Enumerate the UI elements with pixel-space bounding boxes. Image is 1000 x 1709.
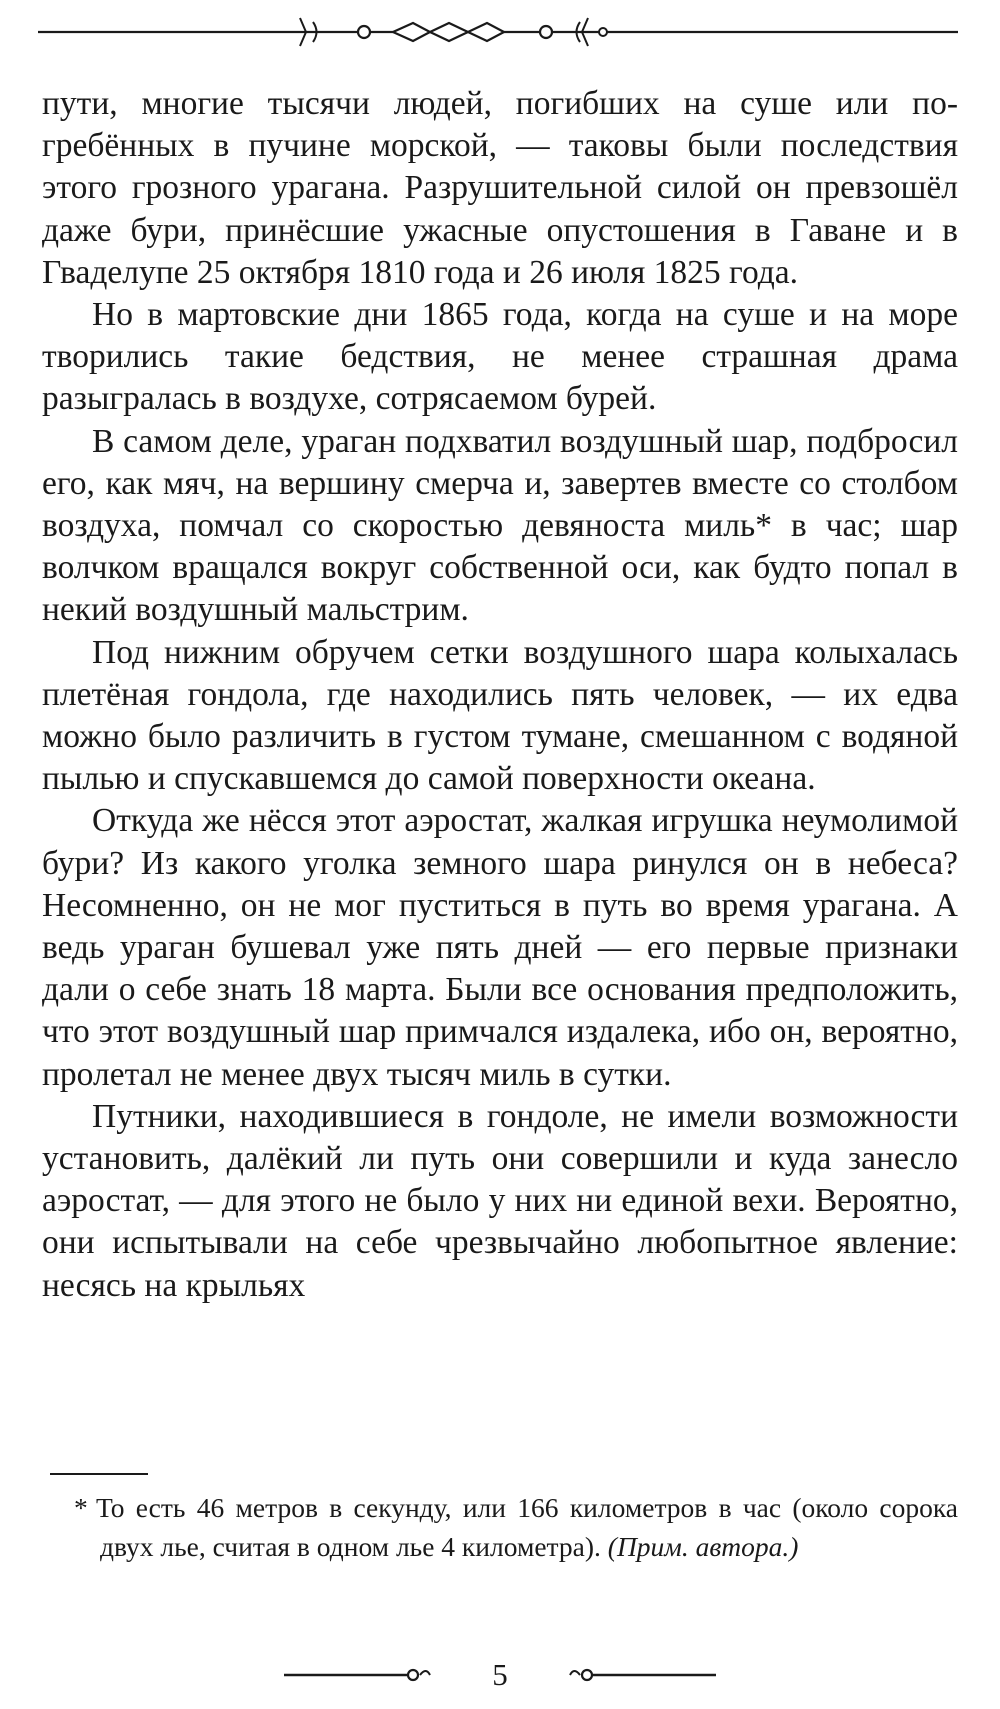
footnote-text: То есть 46 метров в секунду, или 166 километров в час (около сорока двух лье, считая в одном лье 4 километра). xyxy=(96,1492,958,1562)
header-ornament xyxy=(38,14,958,50)
paragraph: В самом деле, ураган подхватил воздушный шар, подбросил его, как мяч, на вершину смерча и, завертев вместе со столбом воздуха, помчал со скоростью девяноста миль* в час; шар волчком вращался вокруг собственной оси, как будто попал в некий воздушный мальстрим. xyxy=(42,422,958,629)
paragraph: Под нижним обручем сетки воздушного шара колыхалась плетёная гондола, где находились пять человек, — их едва можно было различить в густом тумане, смешанном с водяной пылью и спускавшемся до самой поверхности океана. xyxy=(42,633,958,798)
page-number: 5 xyxy=(492,1657,508,1692)
paragraph: Откуда же нёсся этот аэростат, жалкая игрушка неумолимой бури? Из какого уголка земного шара ринулся он в небеса? Несомненно, он не мог пуститься в путь во время урагана. А ведь ураган бушевал уже пять дней — его первые признаки дали о себе знать 18 марта. Были все основания предположить, что этот воздушный шар примчался издалека, ибо он, вероятно, пролетал не менее двух тысяч миль в сутки. xyxy=(42,802,958,1093)
main-text xyxy=(42,83,958,1307)
page-footer xyxy=(280,1655,720,1695)
footnote-author-note: (Прим. автора.) xyxy=(607,1531,799,1562)
footnote xyxy=(74,1488,958,1566)
footnote-separator xyxy=(50,1473,148,1475)
paragraph: Но в мартовские дни 1865 года, когда на суше и на море творились такие бедствия, не менее страшная драма разыгралась в воздухе, сотрясаемом бурей. xyxy=(42,296,958,418)
footnote-marker: * xyxy=(74,1492,88,1523)
paragraph: пути, многие тысячи людей, погибших на суше или погребённых в пучине морской, — таковы были последствия этого грозного урагана. Разрушительной силой он превзошёл даже бури, принёсшие ужасные опустошения в Гаване и в Гваделупе 25 октября 1810 года и 26 июля 1825 года. xyxy=(42,85,958,291)
paragraph: Путники, находившиеся в гондоле, не имели возможности установить, далёкий ли путь они совершили и куда занесло аэростат, — для этого не было у них ни единой вехи. Вероятно, они испытывали на себе чрезвычайно любопытное явление: несясь на крыльях xyxy=(42,1097,958,1304)
